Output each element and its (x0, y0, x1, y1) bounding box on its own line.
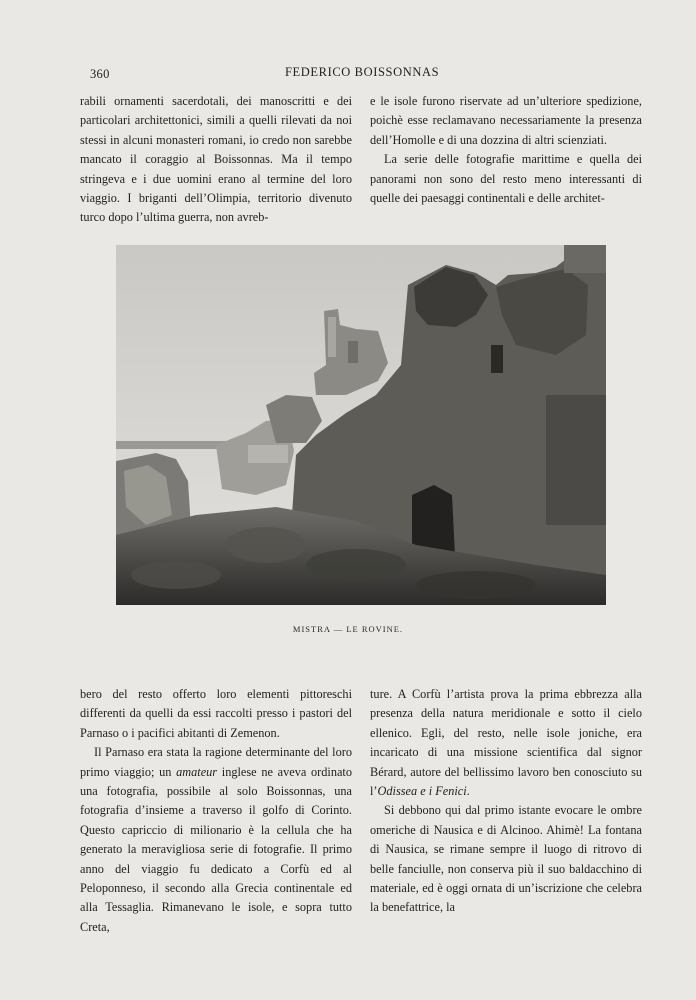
photo-caption: MISTRA — LE ROVINE. (292, 624, 404, 634)
paragraph: rabili ornamenti sacerdotali, dei manoscritti e dei particolari architettonici, simili a quelli rilevati da noi stessi in alcuni monasteri romani, io credo non sarebbe mancato il coraggio al Boissonnas. Ma il tempo stringeva e i due uomini erano al termine del loro viaggio. I briganti dell’Olimpia, territorio divenuto turco dopo l’ultima guerra, non avreb- (80, 94, 352, 225)
paragraph: La serie delle fotografie marittime e quella dei panorami non sono del resto meno interessanti di quelle dei paesaggi continentali e delle architet- (370, 152, 642, 206)
ruins-photo-illustration (116, 245, 606, 605)
text-column-bottom-right (370, 685, 642, 918)
paragraph: Si debbono qui dal primo istante evocare le ombre omeriche di Nausica e di Alcinoo. Ahimè! La fontana di Nausica, se rimane sempre il luogo di ritrovo di belle fanciulle, non conserva più il suo baldacchino di materiale, ed è oggi ornata di un’iscrizione che celebra la benefattrice, la (370, 803, 642, 915)
paragraph (80, 743, 352, 937)
running-title: FEDERICO BOISSONNAS (285, 65, 440, 79)
photograph-mistra-ruins (116, 245, 606, 605)
text-run: . (466, 784, 470, 799)
text-column-bottom-left (80, 685, 352, 937)
page-header (80, 63, 560, 81)
text-run: Il Parnaso era stata la ragione determinante del loro primo viaggio; un (80, 745, 352, 779)
paragraph (370, 685, 642, 801)
text-run: inglese ne aveva ordinato una fotografia, possibile al solo Boissonnas, una fotografia d’insieme a traverso il golfo di Corinto. Questo capriccio di milionario è la cellula che ha generato la meravigliosa serie di fotografie. Il primo anno del viaggio fu dedicato a Corfù ed al Peloponneso, il secondo alla Grecia continentale ed alla Tessaglia. Rimanevano le isole, e sopra tutto Creta, (80, 764, 352, 934)
page-number: 360 (90, 67, 110, 81)
text-column-top-left (80, 92, 352, 228)
italic-title: Odissea e i Fenici (377, 784, 467, 799)
paragraph: bero del resto offerto loro elementi pittoreschi differenti da quelli da essi raccolti presso i pastori del Parnaso o i pacifici abitanti di Zemenon. (80, 687, 352, 740)
italic-word: amateur (176, 764, 218, 779)
text-run: ture. A Corfù l’artista prova la prima ebbrezza alla presenza della natura meridionale e sotto il cielo ellenico. Egli, del resto, nelle isole joniche, era incaricato di una missione scientifica dal signor Bérard, autore del bellissimo lavoro ben conosciuto su l’ (370, 687, 642, 799)
paragraph: e le isole furono riservate ad un’ulteriore spedizione, poichè esse reclamavano necessariamente la presenza dell’Homolle e di una dozzina di altri scienziati. (370, 94, 642, 147)
text-column-top-right (370, 92, 642, 208)
